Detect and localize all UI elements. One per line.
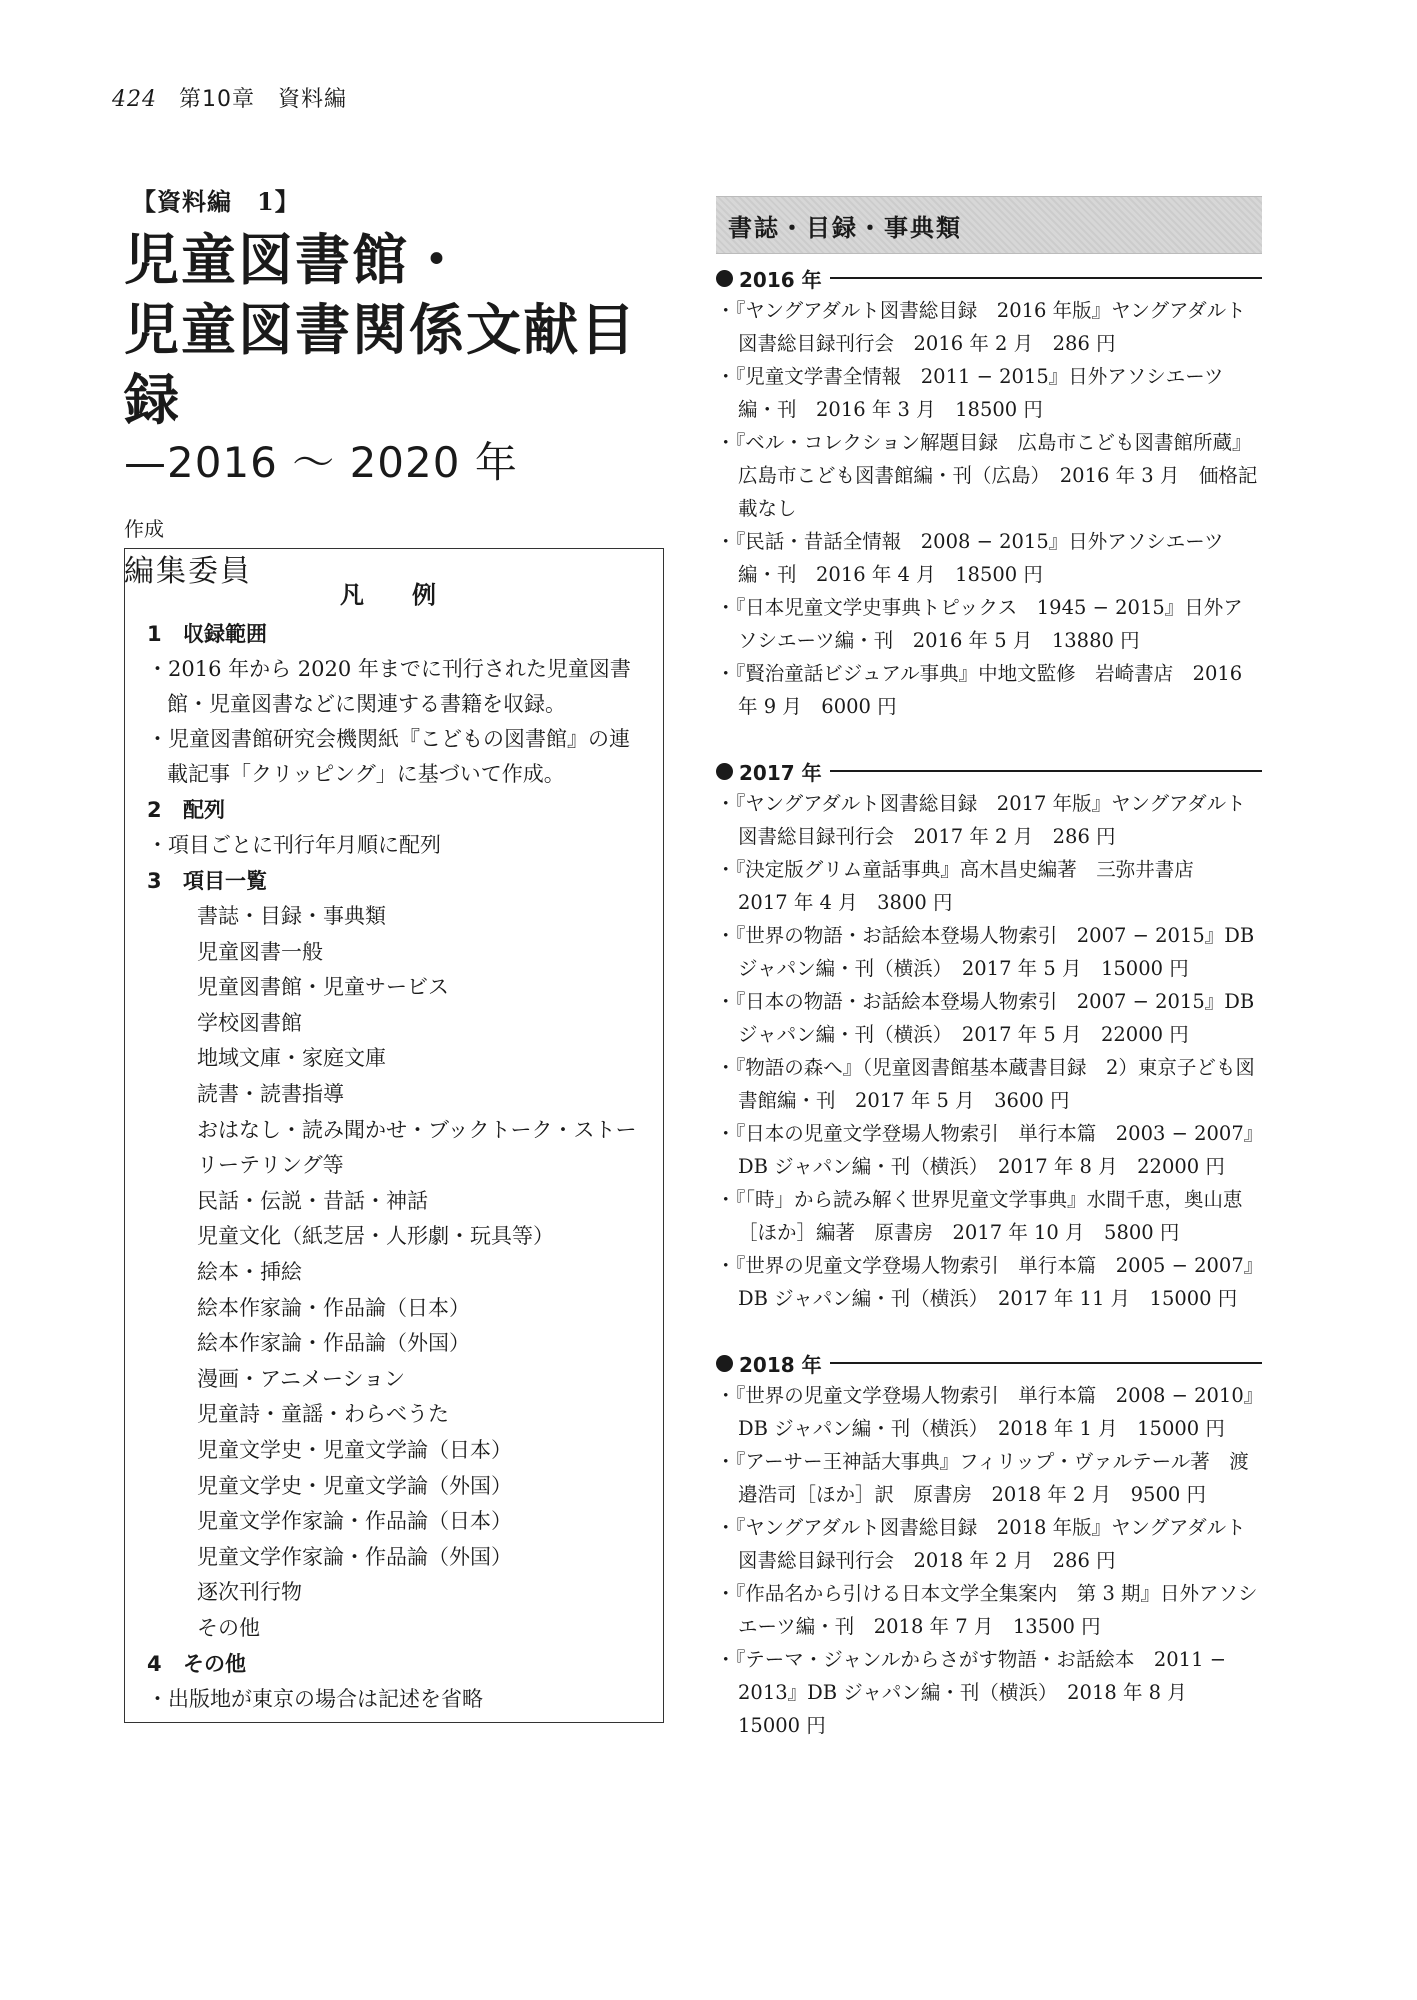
running-header bbox=[112, 82, 347, 113]
notes-heading-label: 収録範囲 bbox=[183, 622, 267, 646]
catalog-entry: ・『作品名から引ける日本文学全集案内 第 3 期』日外アソシエーツ編・刊 2018 年 7 月 13500 円 bbox=[716, 1582, 1258, 1638]
category-list-item: 書誌・目録・事典類 bbox=[197, 904, 386, 928]
year-heading bbox=[716, 1347, 1262, 1379]
catalog-entry: ・『ヤングアダルト図書総目録 2017 年版』ヤングアダルト図書総目録刊行会 2017 年 2 月 286 円 bbox=[716, 792, 1246, 848]
notes-bullet: ・児童図書館研究会機関紙『こどもの図書館』の連載記事「クリッピング」に基づいて作成。 bbox=[147, 727, 630, 786]
notes-title: 凡 例 bbox=[340, 580, 448, 609]
year-section bbox=[716, 755, 1262, 1315]
notes-bullet: ・項目ごとに刊行年月順に配列 bbox=[147, 833, 441, 857]
catalog-entry: ・『物語の森へ』（児童図書館基本蔵書目録 2）東京子ども図書館編・刊 2017 年 5 月 3600 円 bbox=[716, 1056, 1255, 1112]
subtitle: —2016 ～ 2020 年 bbox=[124, 438, 518, 487]
notes-heading-label: 配列 bbox=[183, 798, 225, 822]
year-heading bbox=[716, 755, 1262, 787]
year-label: 2016 年 bbox=[739, 267, 822, 292]
catalog-column bbox=[716, 196, 1262, 1742]
category-list-item: 民話・伝説・昔話・神話 bbox=[197, 1188, 428, 1213]
category-list-item: 学校図書館 bbox=[197, 1010, 302, 1035]
author-name: 編集委員 bbox=[124, 554, 252, 589]
notes-heading bbox=[147, 792, 641, 828]
category-list-item: 児童図書一般 bbox=[197, 939, 323, 964]
bullet-dot-icon bbox=[716, 1355, 733, 1372]
category-list-item: 読書・読書指導 bbox=[197, 1081, 344, 1106]
catalog-entry: ・『ヤングアダルト図書総目録 2016 年版』ヤングアダルト図書総目録刊行会 2016 年 2 月 286 円 bbox=[716, 299, 1246, 355]
year-section bbox=[716, 262, 1262, 723]
notes-heading-number: 1 bbox=[147, 622, 162, 646]
category-list-item: 絵本作家論・作品論（日本） bbox=[197, 1295, 470, 1320]
catalog-entry: ・『民話・昔話全情報 2008 − 2015』日外アソシエーツ編・刊 2016 年 4 月 18500 円 bbox=[716, 530, 1224, 586]
notes-section bbox=[147, 792, 641, 863]
category-list-item: その他 bbox=[197, 1615, 260, 1640]
catalog-body bbox=[716, 262, 1262, 1742]
category-list-item: 児童文学史・児童文学論（外国） bbox=[197, 1473, 512, 1498]
notes-heading bbox=[147, 863, 641, 899]
notes-box bbox=[124, 548, 664, 1723]
catalog-entry: ・『テーマ・ジャンルからさがす物語・お話絵本 2011 − 2013』DB ジャパン編・刊（横浜） 2018 年 8 月 15000 円 bbox=[716, 1648, 1227, 1737]
notes-heading bbox=[147, 616, 641, 652]
notes-bullet: ・2016 年から 2020 年までに刊行された児童図書館・児童図書などに関連する書籍を収録。 bbox=[147, 657, 631, 716]
title-line-2: 児童図書関係文献目録 bbox=[124, 298, 638, 432]
bullet-dot-icon bbox=[716, 270, 733, 287]
notes-body bbox=[147, 616, 641, 1717]
catalog-entry: ・『日本児童文学史事典トピックス 1945 − 2015』日外アソシエーツ編・刊 2016 年 5 月 13880 円 bbox=[716, 596, 1243, 652]
year-heading bbox=[716, 262, 1262, 294]
year-section bbox=[716, 1347, 1262, 1742]
category-list-item: 児童文学史・児童文学論（日本） bbox=[197, 1437, 512, 1462]
notes-heading-label: その他 bbox=[183, 1652, 246, 1677]
category-list-item: 地域文庫・家庭文庫 bbox=[197, 1046, 386, 1071]
catalog-entry: ・『世界の児童文学登場人物索引 単行本篇 2008 − 2010』DB ジャパン編・刊（横浜） 2018 年 1 月 15000 円 bbox=[716, 1384, 1254, 1440]
series-label: 【資料編 1】 bbox=[132, 187, 300, 216]
notes-heading-label: 項目一覧 bbox=[183, 869, 267, 893]
page-number: 424 bbox=[112, 87, 157, 112]
catalog-entry: ・『賢治童話ビジュアル事典』中地文監修 岩崎書店 2016 年 9 月 6000 円 bbox=[716, 662, 1243, 718]
notes-section bbox=[147, 616, 641, 792]
notes-heading bbox=[147, 1646, 641, 1682]
chapter-title: 第10章 資料編 bbox=[179, 87, 347, 112]
catalog-entry: ・『児童文学書全情報 2011 − 2015』日外アソシエーツ編・刊 2016 年 3 月 18500 円 bbox=[716, 365, 1224, 421]
category-list-item: 児童文学作家論・作品論（外国） bbox=[197, 1544, 512, 1569]
catalog-entry: ・『決定版グリム童話事典』高木昌史編著 三弥井書店 2017 年 4 月 3800 円 bbox=[716, 858, 1214, 914]
title-line-1: 児童図書館・ bbox=[124, 228, 467, 292]
catalog-entry: ・『ヤングアダルト図書総目録 2018 年版』ヤングアダルト図書総目録刊行会 2018 年 2 月 286 円 bbox=[716, 1516, 1246, 1572]
category-list-item: 漫画・アニメーション bbox=[197, 1366, 406, 1391]
catalog-entry: ・『世界の児童文学登場人物索引 単行本篇 2005 − 2007』DB ジャパン編・刊（横浜） 2017 年 11 月 15000 円 bbox=[716, 1254, 1254, 1310]
page-title bbox=[124, 225, 664, 435]
notes-heading-number: 2 bbox=[147, 798, 162, 822]
catalog-entry: ・『日本の物語・お話絵本登場人物索引 2007 − 2015』DB ジャパン編・刊（横浜） 2017 年 5 月 22000 円 bbox=[716, 990, 1255, 1046]
catalog-entry: ・『日本の児童文学登場人物索引 単行本篇 2003 − 2007』DB ジャパン編・刊（横浜） 2017 年 8 月 22000 円 bbox=[716, 1122, 1254, 1178]
year-label: 2017 年 bbox=[739, 760, 822, 785]
category-list-item: 児童詩・童謡・わらべうた bbox=[197, 1402, 449, 1427]
catalog-entry: ・『「時」から読み解く世界児童文学事典』水間千恵，奥山恵［ほか］編著 原書房 2017 年 10 月 5800 円 bbox=[716, 1188, 1243, 1244]
category-list-item: 逐次刊行物 bbox=[197, 1580, 302, 1605]
notes-heading-number: 3 bbox=[147, 869, 162, 893]
notes-section bbox=[147, 863, 641, 1646]
category-list-item: 児童文化（紙芝居・人形劇・玩具等） bbox=[197, 1224, 554, 1249]
category-band bbox=[716, 196, 1262, 254]
category-list-item: 児童文学作家論・作品論（日本） bbox=[197, 1509, 512, 1534]
category-list-item: 絵本作家論・作品論（外国） bbox=[197, 1331, 470, 1356]
category-title: 書誌・目録・事典類 bbox=[728, 213, 962, 242]
notes-bullet: ・出版地が東京の場合は記述を省略 bbox=[147, 1687, 483, 1712]
year-rule-divider bbox=[830, 277, 1262, 279]
catalog-entry: ・『アーサー王神話大事典』フィリップ・ヴァルテール著 渡邉浩司［ほか］訳 原書房 2018 年 2 月 9500 円 bbox=[716, 1450, 1249, 1506]
year-label: 2018 年 bbox=[739, 1352, 822, 1377]
catalog-entry: ・『ベル・コレクション解題目録 広島市こども図書館所蔵』広島市こども図書館編・刊（広島） 2016 年 3 月 価格記載なし bbox=[716, 431, 1258, 520]
bullet-dot-icon bbox=[716, 763, 733, 780]
category-list-item: 絵本・挿絵 bbox=[197, 1259, 302, 1284]
category-list-item: おはなし・読み聞かせ・ブックトーク・ストーリーテリング等 bbox=[197, 1117, 637, 1178]
year-rule-divider bbox=[830, 770, 1262, 772]
notes-section bbox=[147, 1646, 641, 1717]
notes-heading-number: 4 bbox=[147, 1652, 162, 1677]
catalog-entry: ・『世界の物語・お話絵本登場人物索引 2007 − 2015』DB ジャパン編・刊（横浜） 2017 年 5 月 15000 円 bbox=[716, 924, 1255, 980]
year-rule-divider bbox=[830, 1362, 1262, 1364]
author-caption: 作成 bbox=[124, 517, 164, 541]
category-list-item: 児童図書館・児童サービス bbox=[197, 975, 449, 1000]
article-heading bbox=[124, 182, 664, 590]
